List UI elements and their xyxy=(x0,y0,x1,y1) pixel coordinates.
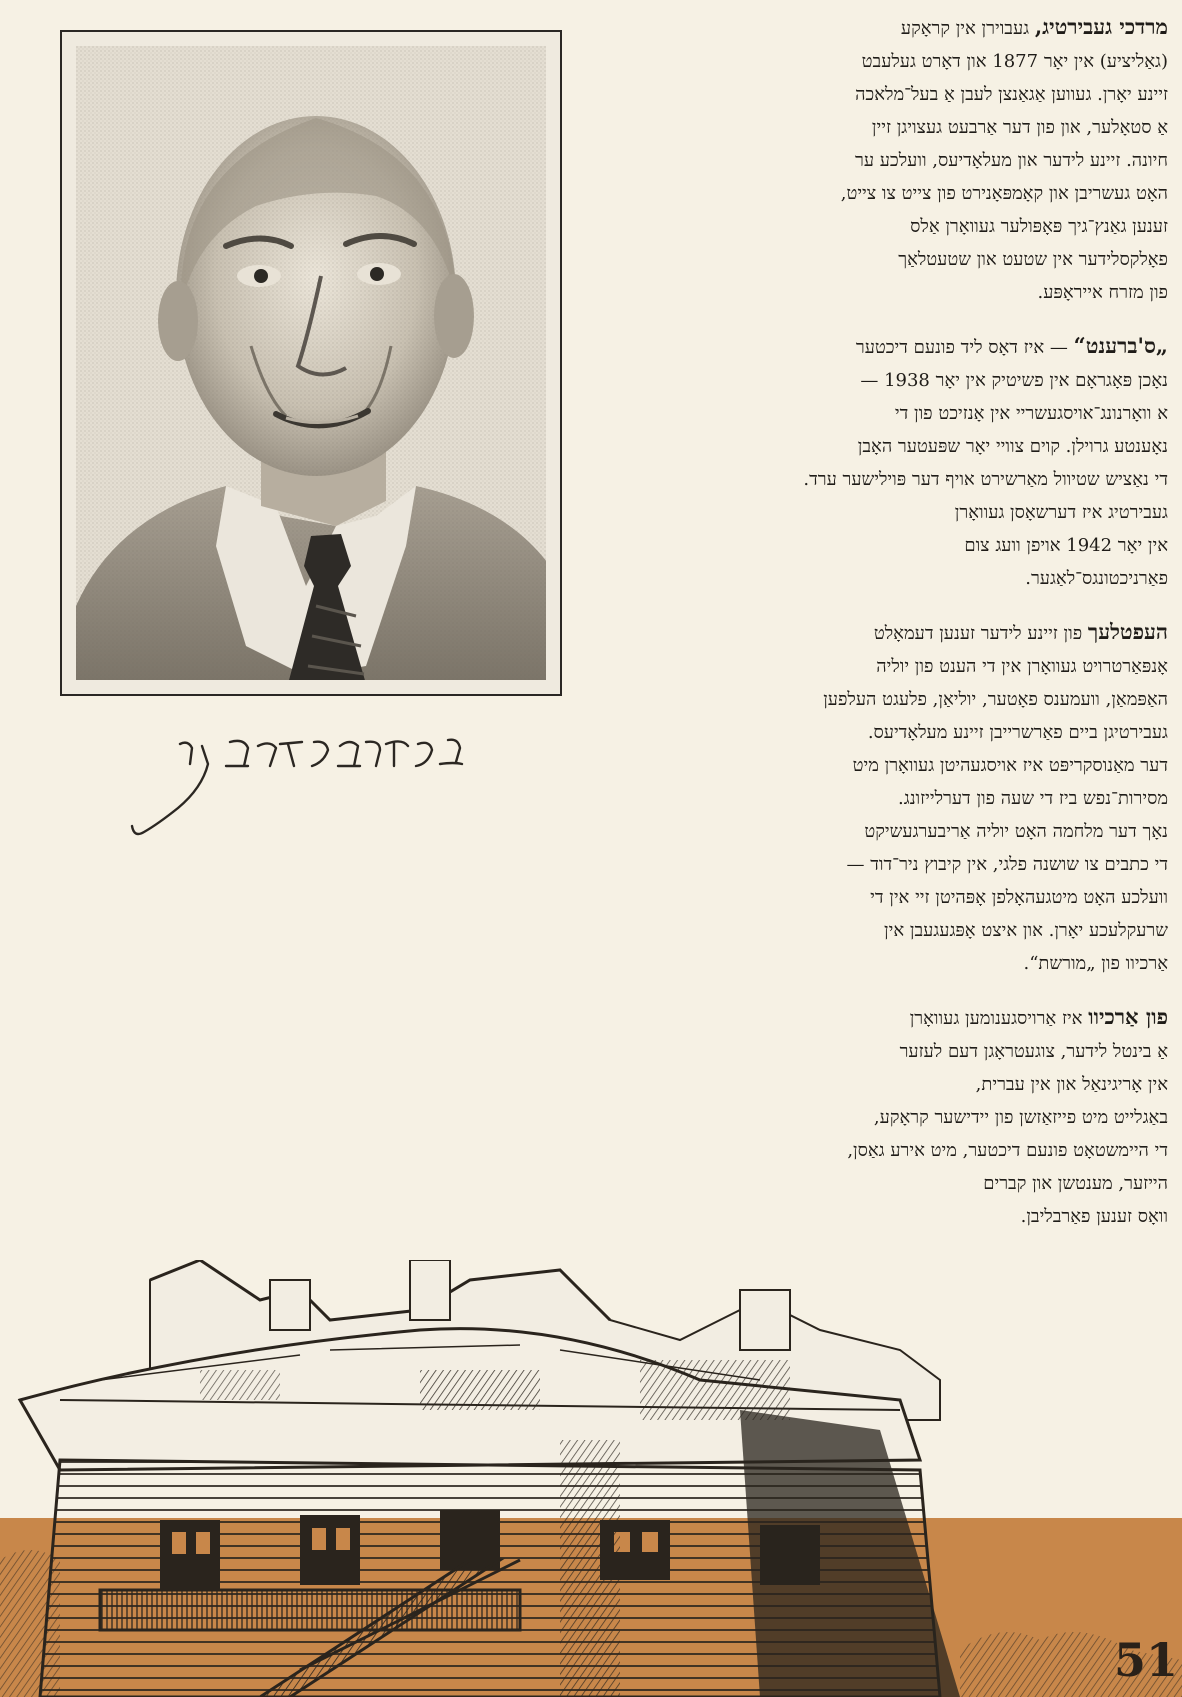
portrait-drawing xyxy=(76,46,546,680)
text-line: נאָך דער מלחמה האָט יוליה אַריבערגעשיקט xyxy=(864,821,1168,842)
text-line: מסירות־נפש ביז די שעה פון דערלייזונג. xyxy=(898,788,1168,809)
text-line: פאַרניכטונגס־לאַגער. xyxy=(1025,568,1168,589)
paragraph-biography xyxy=(568,10,1168,309)
text-line: זענען גאַנץ־גיך פּאָפּולער געוואָרן אַלס xyxy=(910,216,1168,237)
text-line: אַרכיוו פון „מורשת“. xyxy=(1023,953,1168,974)
text-line: די נאַציש שטיוול מאַרשירט אויף דער פּוילישער ערד. xyxy=(803,469,1168,490)
portrait-image xyxy=(76,46,546,680)
text-line: (גאַליציע) אין יאָר 1877 און דאָרט געלעבט xyxy=(861,51,1168,72)
text-line: די כתבים צו שושנה פלגי, אין קיבוץ ניר־דוד — xyxy=(846,854,1168,875)
paragraph-archive xyxy=(568,1000,1168,1233)
text-line: וואָס זענען פאַרבליבן. xyxy=(1020,1206,1168,1227)
lead-phrase: העפטלעך xyxy=(1087,619,1168,644)
text-line: האַפּמאַן, וועמענס פאָטער, יוליאַן, פלעגט העלפען xyxy=(823,689,1168,710)
text-line xyxy=(568,329,1168,364)
line-text: איז אַרויסגענומען געוואָרן xyxy=(909,1008,1083,1029)
text-line: געבירטיגן ביים פאַרשרייבן זיינע מעלאָדיעס. xyxy=(867,722,1168,743)
portrait-photo xyxy=(60,30,562,696)
text-line: פון מזרח אייראָפּע. xyxy=(1037,282,1168,303)
text-line: וועלכע האָט מיטגעהאָלפן אָפּהיטן זיי אין די xyxy=(870,887,1168,908)
text-line: שרעקלעכע יאָרן. און איצט אָפּגעגעבן אין xyxy=(884,920,1168,941)
text-line: אַ בינטל לידער, צוגעטראָגן דעם לעזער xyxy=(899,1041,1168,1062)
text-line: הייזער, מענטשן און קברים xyxy=(983,1173,1168,1194)
line-text: געבוירן אין קראָקע xyxy=(900,18,1030,39)
text-line: זיינע יאָרן. געווען אַגאַנצן לעבן אַ בעל־מלאכה xyxy=(855,84,1168,105)
text-line: נאָכן פּאָגראָם אין פשיטיק אין יאָר 1938 — xyxy=(860,370,1168,391)
text-line: חיונה. זיינע לידער און מעלאָדיעס, וועלכע ער xyxy=(855,150,1168,171)
signature-drawing xyxy=(118,728,478,848)
lead-phrase: „ס'ברענט“ xyxy=(1073,333,1168,358)
text-line: אַ סטאָלער, און פון דער אַרבעט געצויגן זיין xyxy=(871,117,1168,138)
text-line: נאָענטע גרוילן. קוים צוויי יאָר שפּעטער האָבן xyxy=(857,436,1168,457)
text-line: אין יאָר 1942 אויפן וועג צום xyxy=(964,535,1168,556)
paragraph-notebooks xyxy=(568,615,1168,980)
text-line: א וואָרנונג־אויסגעשריי אין אָנזיכט פון די xyxy=(894,403,1168,424)
text-line xyxy=(568,1000,1168,1035)
text-line: פאָלקסלידער אין שטעט און שטעטלאַך xyxy=(898,249,1168,270)
lead-phrase: מרדכי געבירטיג, xyxy=(1034,14,1168,39)
line-text: — איז דאָס ליד פונעם דיכטער xyxy=(855,337,1068,358)
text-line: דער מאַנוסקריפּט איז אויסגעהיטן געוואָרן מיט xyxy=(852,755,1168,776)
text-line: די היימשטאָט פונעם דיכטער, מיט אירע גאַסן, xyxy=(847,1140,1168,1161)
text-line: אין אָריגינאַל און אין עברית, xyxy=(975,1074,1168,1095)
text-line: געבירטיג איז דערשאָסן געוואָרן xyxy=(954,502,1168,523)
krakow-houses-illustration xyxy=(0,1260,1182,1697)
text-line: אָנפּאַרטרויט געוואָרן אין די הענט פון יוליה xyxy=(876,656,1168,677)
lead-phrase: פון אַרכיוו xyxy=(1088,1004,1168,1029)
text-line xyxy=(568,10,1168,45)
text-line: באַגלייט מיט פייזאַזשן פון יידישער קראָקע, xyxy=(873,1107,1168,1128)
page-number: 51 xyxy=(1113,1633,1178,1687)
illustration-drawing xyxy=(0,1260,1182,1697)
text-line xyxy=(568,615,1168,650)
line-text: פון זיינע לידער זענען דעמאָלט xyxy=(873,623,1083,644)
article-text xyxy=(568,10,1168,1253)
text-line: האָט געשריבן און קאָמפּאָנירט פון צייט צו צייט, xyxy=(840,183,1168,204)
paragraph-sbrent xyxy=(568,329,1168,595)
handwritten-signature xyxy=(118,728,478,848)
